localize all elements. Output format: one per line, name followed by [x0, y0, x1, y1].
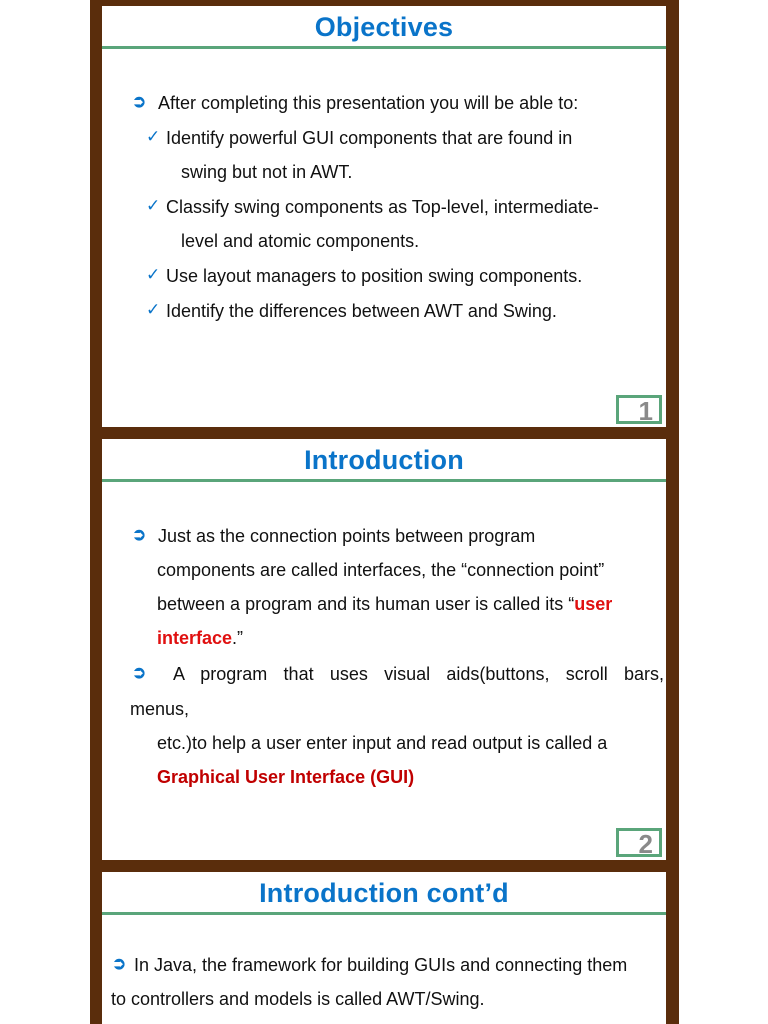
arrow-circle-bullet-icon: ➲: [112, 954, 127, 973]
objective-item: Identify the differences between AWT and Swing.: [166, 301, 557, 321]
paragraph-line: Just as the connection points between program: [158, 526, 536, 546]
gui-term: Graphical User Interface (GUI): [157, 767, 415, 787]
paragraph-line: etc.)to help a user enter input and read output is called a: [157, 733, 608, 753]
title-underline: [102, 912, 666, 915]
slide-title: Introduction cont’d: [259, 878, 509, 908]
paragraph-text: between a program and its human user is called its “: [157, 594, 575, 614]
page-number: 1: [638, 396, 653, 426]
paragraph-line: components are called interfaces, the “connection point”: [157, 560, 605, 580]
slide-title: Introduction: [304, 445, 464, 475]
emphasis-user: user: [574, 594, 613, 614]
title-underline: [102, 479, 666, 482]
checkmark-icon: ✓: [146, 300, 161, 319]
slide-introduction: [102, 439, 666, 860]
checkmark-icon: ✓: [146, 265, 161, 284]
objective-item: Classify swing components as Top-level, intermediate-: [166, 197, 599, 217]
paragraph-line: to controllers and models is called AWT/Swing.: [111, 989, 485, 1009]
emphasis-interface: interface: [157, 628, 233, 648]
objective-item-cont: swing but not in AWT.: [181, 162, 353, 182]
paragraph-line: [157, 628, 243, 649]
paragraph-line: [157, 594, 612, 615]
objective-item-cont: level and atomic components.: [181, 231, 420, 251]
slide-introduction-contd: [102, 872, 666, 1024]
arrow-circle-bullet-icon: ➲: [132, 663, 147, 682]
arrow-circle-bullet-icon: ➲: [132, 525, 147, 544]
paragraph-line: In Java, the framework for building GUIs and connecting them: [134, 955, 628, 975]
objective-item: Use layout managers to position swing components.: [166, 266, 583, 286]
objective-item: Identify powerful GUI components that are found in: [166, 128, 573, 148]
checkmark-icon: ✓: [146, 196, 161, 215]
paragraph-line: menus,: [130, 699, 190, 719]
checkmark-icon: ✓: [146, 127, 161, 146]
page-number-box: [616, 395, 662, 424]
page-number-box: [616, 828, 662, 857]
slide-objectives: [102, 6, 666, 427]
intro-text: After completing this presentation you will be able to:: [158, 93, 579, 113]
title-underline: [102, 46, 666, 49]
page-number: 2: [638, 829, 653, 859]
arrow-circle-bullet-icon: ➲: [132, 92, 147, 111]
paragraph-text: .”: [232, 628, 244, 648]
slide-title: Objectives: [314, 12, 454, 42]
paragraph-line: A program that uses visual aids(buttons, scroll bars,: [173, 664, 664, 684]
